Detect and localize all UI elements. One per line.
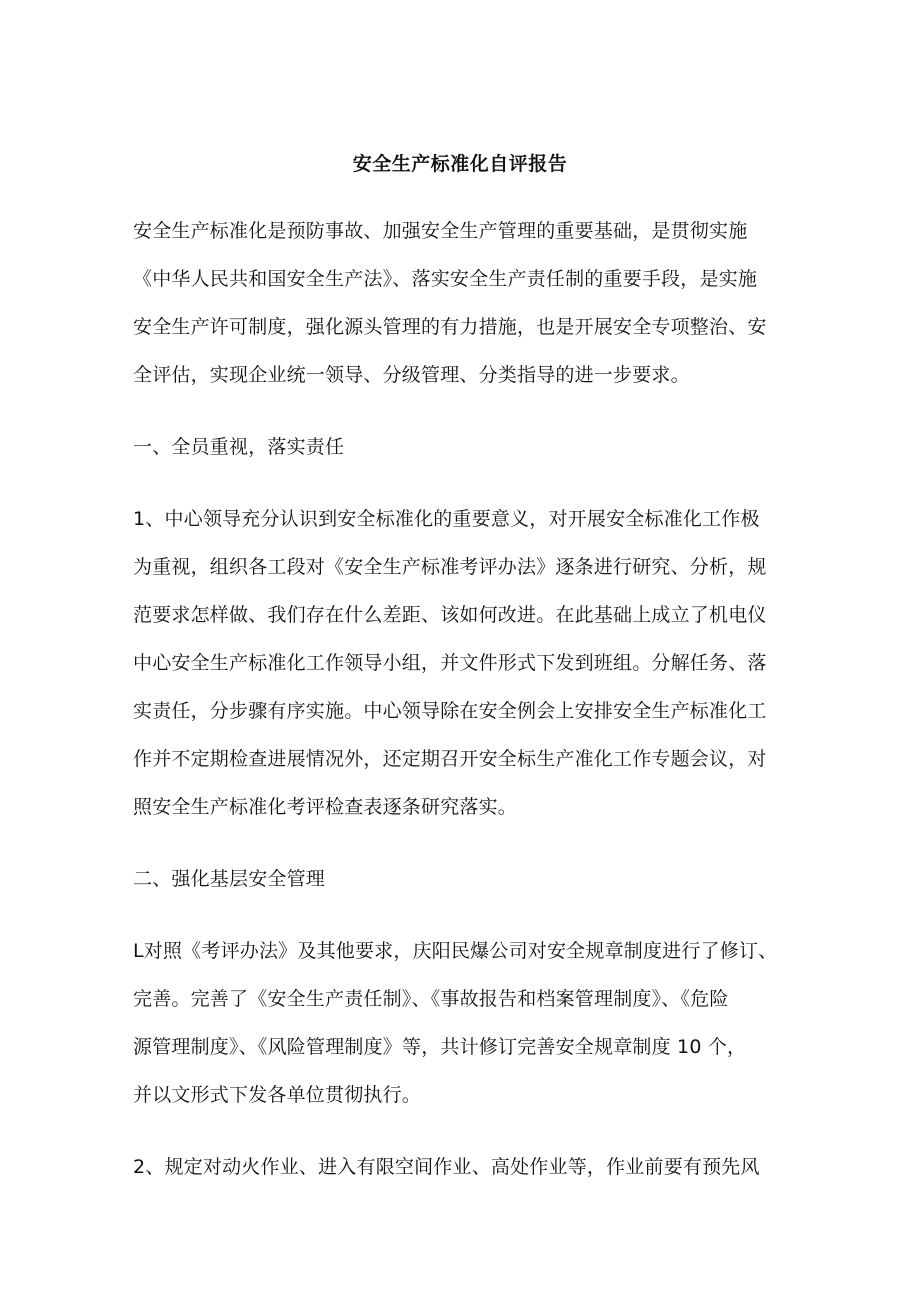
paragraph-line: 全评估，实现企业统一领导、分级管理、分类指导的进一步要求。 (133, 364, 690, 386)
paragraph-line: 中心安全生产标准化工作领导小组，并文件形式下发到班组。分解任务、落 (133, 652, 767, 674)
paragraph-line: 完善。完善了《安全生产责任制》、《事故报告和档案管理制度》、《危险 (133, 988, 729, 1010)
paragraph-line: 实责任，分步骤有序实施。中心领导除在安全例会上安排安全生产标准化工 (133, 700, 767, 722)
paragraph-line: 安全生产许可制度，强化源头管理的有力措施，也是开展安全专项整治、安 (133, 316, 767, 338)
paragraph-line: 1、中心领导充分认识到安全标准化的重要意义，对开展安全标准化工作极 (133, 508, 760, 530)
section-1-heading: 一、全员重视，落实责任 (133, 436, 345, 458)
paragraph-line: 作并不定期检查进展情况外，还定期召开安全标生产准化工作专题会议，对 (133, 748, 767, 770)
paragraph-line: 《中华人民共和国安全生产法》、落实安全生产责任制的重要手段，是实施 (133, 268, 758, 290)
document-title: 安全生产标准化自评报告 (352, 153, 568, 175)
paragraph-line: 照安全生产标准化考评检查表逐条研究落实。 (133, 796, 518, 818)
section-2-heading: 二、强化基层安全管理 (133, 868, 326, 890)
paragraph-line: 为重视，组织各工段对《安全生产标准考评办法》逐条进行研究、分析，规 (133, 556, 767, 578)
paragraph-line: 2、规定对动火作业、进入有限空间作业、高处作业等，作业前要有预先风 (133, 1156, 760, 1178)
paragraph-line: 范要求怎样做、我们存在什么差距、该如何改进。在此基础上成立了机电仪 (133, 604, 767, 626)
paragraph-line: 并以文形式下发各单位贯彻执行。 (133, 1084, 422, 1106)
paragraph-line: L对照《考评办法》及其他要求，庆阳民爆公司对安全规章制度进行了修订、 (133, 940, 778, 962)
paragraph-line: 安全生产标准化是预防事故、加强安全生产管理的重要基础，是贯彻实施 (133, 220, 748, 242)
paragraph-line: 源管理制度》、《风险管理制度》等，共计修订完善安全规章制度 10 个， (133, 1036, 747, 1058)
